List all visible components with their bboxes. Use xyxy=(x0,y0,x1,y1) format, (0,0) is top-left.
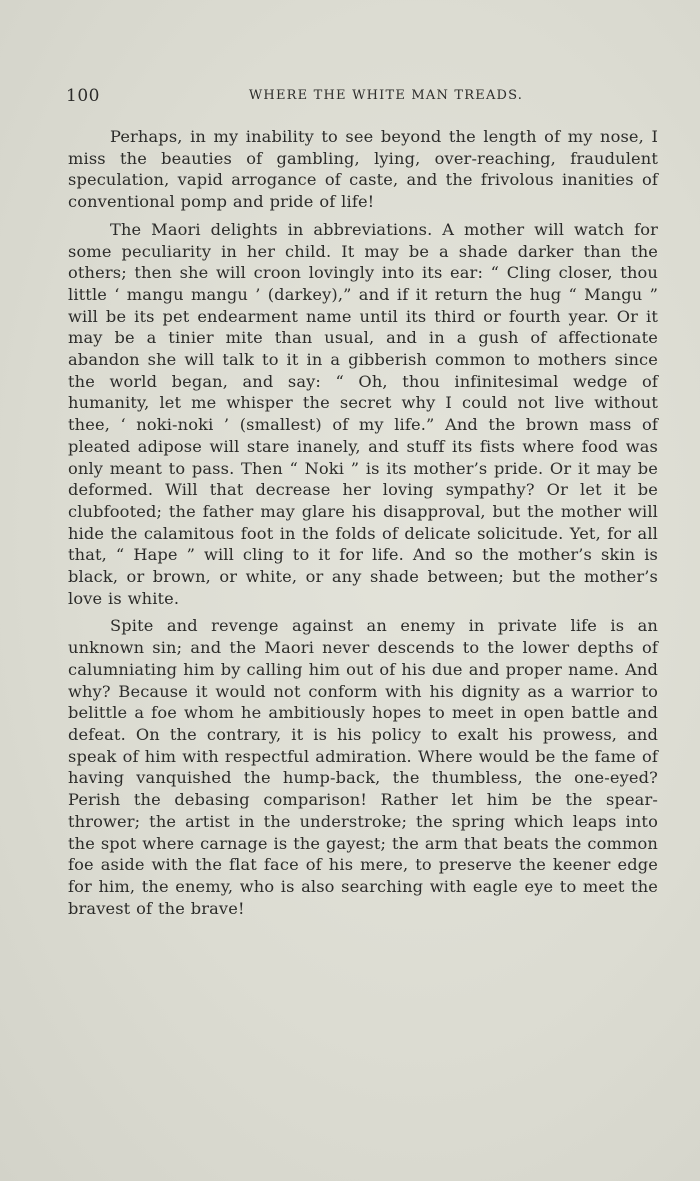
paragraph-abbreviations: The Maori delights in abbreviations. A mother will watch for some peculiarity in her child. It may be a shade darker than the others; then she will croon lovingly into its ear: “ Cling closer, thou little ‘ mangu mangu ’ (darkey),” and if it return the hug “ Mangu ” will be its pet endearment name until its third or fourth year. Or it may be a tinier mite than usual, and in a gush of affectionate abandon she will talk to it in a gibberish common to mothers since the world began, and say: “ Oh, thou infinitesimal wedge of humanity, let me whisper the secret why I could not live without thee, ‘ noki-noki ’ (smallest) of my life.” And the brown mass of pleated adipose will stare inanely, and stuff its fists where food was only meant to pass. Then “ Noki ” is its mother’s pride. Or it may be deformed. Will that decrease her loving sympathy? Or let it be clubfooted; the father may glare his disapproval, but the mother will hide the calamitous foot in the folds of delicate solicitude. Yet, for all that, “ Hape ” will cling to it for life. And so the mother’s skin is black, or brown, or white, or any shade between; but the mother’s love is white. xyxy=(68,219,658,608)
page-number: 100 xyxy=(66,86,100,106)
paragraph-spite-and-revenge: Spite and revenge against an enemy in private life is an unknown sin; and the Maori never descends to the lower depths of calumniating him by calling him out of his due and proper name. And why? Because it would not conform with his dignity as a warrior to belittle a foe whom he ambitiously hopes to meet in open battle and defeat. On the contrary, it is his policy to exalt his prowess, and speak of him with respectful admiration. Where would be the fame of having vanquished the hump-back, the thumbless, the one-eyed? Perish the debasing comparison! Rather let him be the spear-thrower; the artist in the understroke; the spring which leaps into the spot where carnage is the gayest; the arm that beats the common foe aside with the flat face of his mere, to preserve the keener edge for him, the enemy, who is also searching with eagle eye to meet the bravest of the brave! xyxy=(68,616,658,918)
body-text xyxy=(68,126,658,919)
running-title: WHERE THE WHITE MAN TREADS. xyxy=(248,88,524,103)
page-header xyxy=(66,86,660,110)
paragraph-gambling: Perhaps, in my inability to see beyond the length of my nose, I miss the beauties of gambling, lying, over-reaching, fraudulent speculation, vapid arrogance of caste, and the frivolous inanities of conventional pomp and pride of life! xyxy=(68,127,658,212)
